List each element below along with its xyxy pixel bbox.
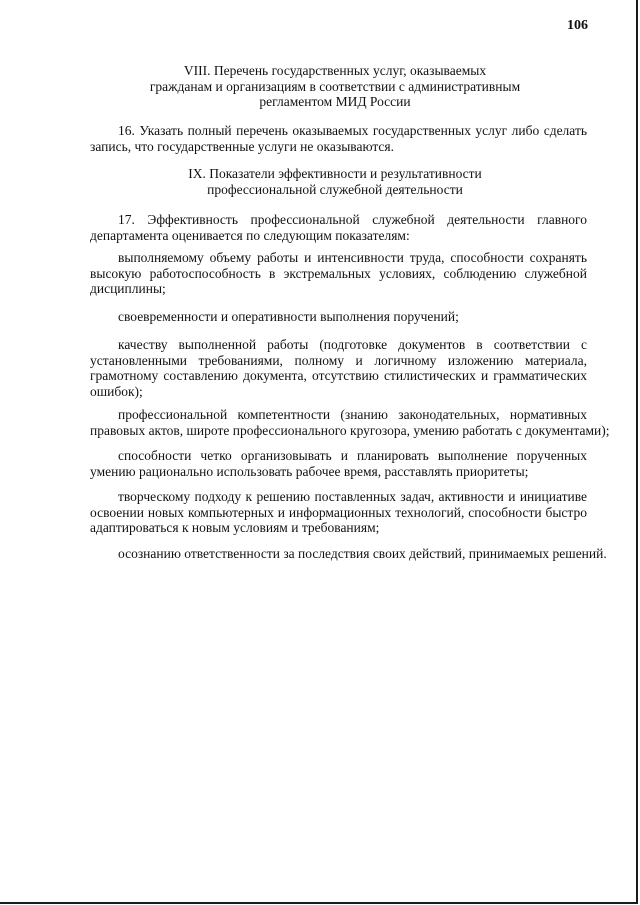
criterion-creativity <box>90 489 587 536</box>
criterion-responsibility <box>90 546 607 562</box>
criterion-organization <box>90 448 587 479</box>
paragraph-line: запись, что государственные услуги не оказываются. <box>90 138 395 154</box>
section-8-title <box>90 63 580 110</box>
item-17-paragraph <box>90 212 587 243</box>
paragraph-line: ошибок); <box>90 383 143 399</box>
paragraph-line: творческому подходу к решению поставленных задач, активности и инициативе <box>118 489 587 504</box>
criterion-workload <box>90 250 587 297</box>
section-9-title-line: IX. Показатели эффективности и результативности <box>188 166 482 181</box>
paragraph-line: качеству выполненной работы (подготовке документов в соответствии с <box>118 337 587 352</box>
paragraph-line: адаптироваться к новым условиям и требованиям; <box>90 520 380 535</box>
paragraph-line: 17. Эффективность профессиональной служебной деятельности главного <box>118 212 587 227</box>
paragraph-line: осознанию ответственности за последствия своих действий, принимаемых решений. <box>118 546 607 561</box>
paragraph-line: 16. Указать полный перечень оказываемых государственных услуг либо сделать <box>118 123 587 138</box>
paragraph-line: высокую работоспособность в экстремальных условиях, соблюдению служебной <box>90 265 587 281</box>
criterion-timeliness <box>90 309 587 325</box>
paragraph-line: выполняемому объему работы и интенсивности труда, способности сохранять <box>118 250 587 265</box>
item-16-paragraph <box>90 123 587 154</box>
page-number: 106 <box>567 18 588 33</box>
paragraph-line: освоении новых компьютерных и информационных технологий, способности быстро <box>90 504 587 520</box>
paragraph-line: дисциплины; <box>90 281 166 296</box>
criterion-competence <box>90 407 610 438</box>
paragraph-line: грамотному составлению документа, отсутствию стилистических и грамматических <box>90 368 587 383</box>
section-9-title-line: профессиональной служебной деятельности <box>207 181 463 197</box>
paragraph-line: способности четко организовывать и планировать выполнение порученных <box>118 448 587 463</box>
section-8-title-line: VIII. Перечень государственных услуг, оказываемых <box>183 63 487 78</box>
paragraph-line: умению рационально использовать рабочее время, расставлять приоритеты; <box>90 463 529 479</box>
paragraph-line: департамента оценивается по следующим показателям: <box>90 227 410 243</box>
paragraph-line: правовых актов, широте профессионального кругозора, умению работать с документами); <box>90 422 610 438</box>
paragraph-line: своевременности и оперативности выполнения поручений; <box>118 309 459 324</box>
paragraph-line: установленными требованиями, полному и логичному изложению материала, <box>90 352 587 368</box>
section-8-title-line: регламентом МИД России <box>259 94 411 109</box>
section-9-title <box>90 166 580 197</box>
paragraph-line: профессиональной компетентности (знанию законодательных, нормативных <box>118 407 587 422</box>
criterion-quality <box>90 337 587 399</box>
section-8-title-line: гражданам и организациям в соответствии с административным <box>149 78 521 94</box>
